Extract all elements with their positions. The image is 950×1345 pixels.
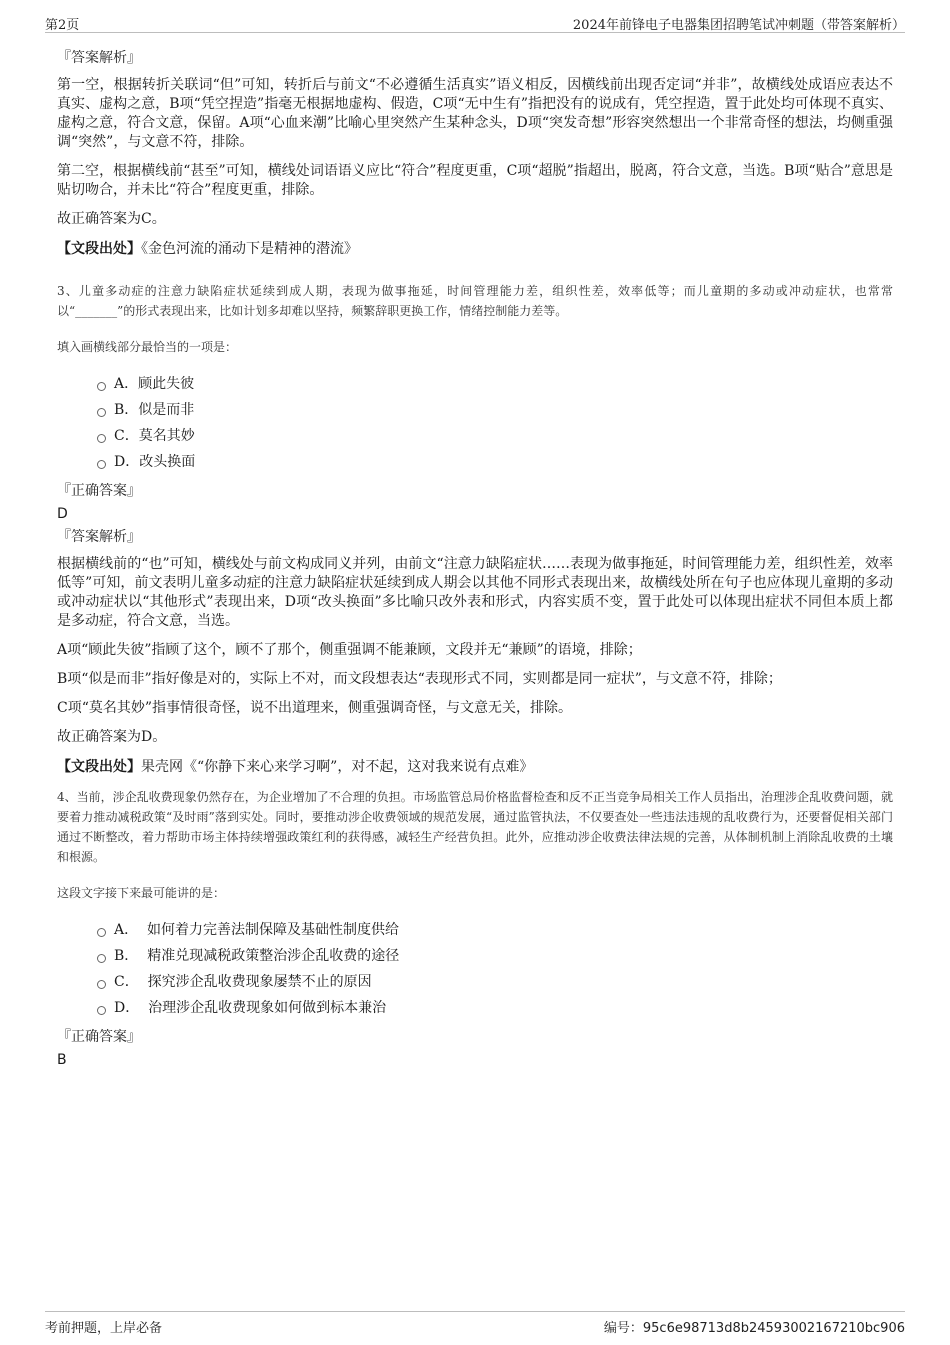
page-number: 第2页 bbox=[45, 18, 80, 33]
correct-answer: B bbox=[57, 1052, 67, 1068]
radio-icon[interactable] bbox=[97, 1006, 106, 1015]
question-3-prompt: 填入画横线部分最恰当的一项是： bbox=[57, 340, 238, 354]
footer-code: 编号：95c6e98713d8b24593002167210bc906 bbox=[603, 1321, 905, 1336]
source-citation-prev bbox=[57, 239, 893, 259]
source-tag: 【文段出处】 bbox=[57, 759, 141, 775]
document-title: 2024年前锋电子电器集团招聘笔试冲刺题（带答案解析） bbox=[572, 18, 905, 33]
option-b[interactable]: B． 似是而非 bbox=[97, 397, 893, 423]
radio-icon[interactable] bbox=[97, 434, 106, 443]
correct-answer: D bbox=[57, 506, 68, 522]
source-text: 果壳网《“你静下来心来学习啊”，对不起，这对我来说有点难》 bbox=[141, 759, 534, 775]
footer-slogan: 考前押题，上岸必备 bbox=[45, 1321, 163, 1336]
option-a[interactable]: A． 如何着力完善法制保障及基础性制度供给 bbox=[97, 917, 893, 943]
radio-icon[interactable] bbox=[97, 408, 106, 417]
analysis-paragraph: 故正确答案为D。 bbox=[57, 729, 167, 745]
analysis-paragraph: 第一空，根据转折关联词“但”可知，转折后与前文“不必遵循生活真实”语义相反，因横线前出现否定词“并非”，故横线处成语应表达不真实、虚构之意，B项“凭空捏造”指毫无根据地虚构、假造，C项“无中生有”指把没有的说成有，凭空捏造，置于此处均可体现不真实、虚构之意，符合文意，保留。A项“心血来潮”比喻心里突然产生某种念头，D项“突发奇想”形容突然想出一个非常奇怪的想法，均侧重强调“突然”，与文意不符，排除。 bbox=[57, 77, 893, 150]
page-footer bbox=[45, 1311, 905, 1336]
analysis-paragraph: 第二空，根据横线前“甚至”可知，横线处词语语义应比“符合”程度更重，C项“超脱”指超出，脱离，符合文意，当选。B项“贴合”意思是贴切吻合，并未比“符合”程度更重，排除。 bbox=[57, 163, 893, 198]
analysis-paragraph: 故正确答案为C。 bbox=[57, 211, 166, 227]
analysis-paragraph: 根据横线前的“也”可知，横线处与前文构成同义并列，由前文“注意力缺陷症状……表现为做事拖延，时间管理能力差，组织性差，效率低等”可知，前文表明儿童多动症的注意力缺陷症状延续到成人期会以其他不同形式表现出来，故横线处所在句子也应体现儿童期的多动或冲动症状以“其他形式”表现出来，D项“改头换面”多比喻只改外表和形式，内容实质不变，置于此处可以体现出症状不同但本质上都是多动症，符合文意，当选。 bbox=[57, 556, 893, 629]
question-3-options bbox=[97, 371, 893, 475]
option-d[interactable]: D． 治理涉企乱收费现象如何做到标本兼治 bbox=[97, 995, 893, 1021]
option-c[interactable]: C． 莫名其妙 bbox=[97, 423, 893, 449]
page-header bbox=[45, 10, 905, 33]
radio-icon[interactable] bbox=[97, 460, 106, 469]
analysis-paragraph: C项“莫名其妙”指事情很奇怪，说不出道理来，侧重强调奇怪，与文意无关，排除。 bbox=[57, 700, 573, 716]
radio-icon[interactable] bbox=[97, 928, 106, 937]
source-citation bbox=[57, 757, 893, 777]
analysis-label-prev: 『答案解析』 bbox=[57, 50, 141, 66]
source-tag: 【文段出处】 bbox=[57, 241, 141, 257]
option-c[interactable]: C． 探究涉企乱收费现象屡禁不止的原因 bbox=[97, 969, 893, 995]
option-d[interactable]: D． 改头换面 bbox=[97, 449, 893, 475]
question-4-prompt: 这段文字接下来最可能讲的是： bbox=[57, 886, 226, 900]
option-a[interactable]: A． 顾此失彼 bbox=[97, 371, 893, 397]
analysis-paragraph: A项“顾此失彼”指顾了这个，顾不了那个，侧重强调不能兼顾，文段并无“兼顾”的语境，排除； bbox=[57, 642, 642, 658]
analysis-label: 『答案解析』 bbox=[57, 529, 141, 545]
radio-icon[interactable] bbox=[97, 980, 106, 989]
document-content bbox=[57, 48, 893, 1071]
source-text: 《金色河流的涌动下是精神的潜流》 bbox=[141, 241, 358, 257]
radio-icon[interactable] bbox=[97, 382, 106, 391]
question-4-text: 4、当前，涉企乱收费现象仍然存在，为企业增加了不合理的负担。市场监管总局价格监督检查和反不正当竞争局相关工作人员指出，治理涉企乱收费问题，就要着力推动减税政策“及时雨”落到实处。同时，要推动涉企收费领域的规范发展，通过监管执法，不仅要查处一些违法违规的乱收费行为，还要督促相关部门通过不断整改，着力帮助市场主体持续增强政策红利的获得感，减轻生产经营负担。此外，应推动涉企收费法律法规的完善，从体制机制上消除乱收费的土壤和根源。 bbox=[57, 790, 893, 864]
radio-icon[interactable] bbox=[97, 954, 106, 963]
option-b[interactable]: B． 精准兑现减税政策整治涉企乱收费的途径 bbox=[97, 943, 893, 969]
question-3-text: 3、儿童多动症的注意力缺陷症状延续到成人期，表现为做事拖延，时间管理能力差，组织性差，效率低等；而儿童期的多动或冲动症状，也常常以“_______”的形式表现出来，比如计划多却难以坚持，频繁辞职更换工作，情绪控制能力差等。 bbox=[57, 284, 893, 318]
correct-answer-label: 『正确答案』 bbox=[57, 1029, 141, 1045]
correct-answer-label: 『正确答案』 bbox=[57, 483, 141, 499]
question-4-options bbox=[97, 917, 893, 1021]
analysis-paragraph: B项“似是而非”指好像是对的，实际上不对，而文段想表达“表现形式不同，实则都是同一症状”，与文意不符，排除； bbox=[57, 671, 782, 687]
